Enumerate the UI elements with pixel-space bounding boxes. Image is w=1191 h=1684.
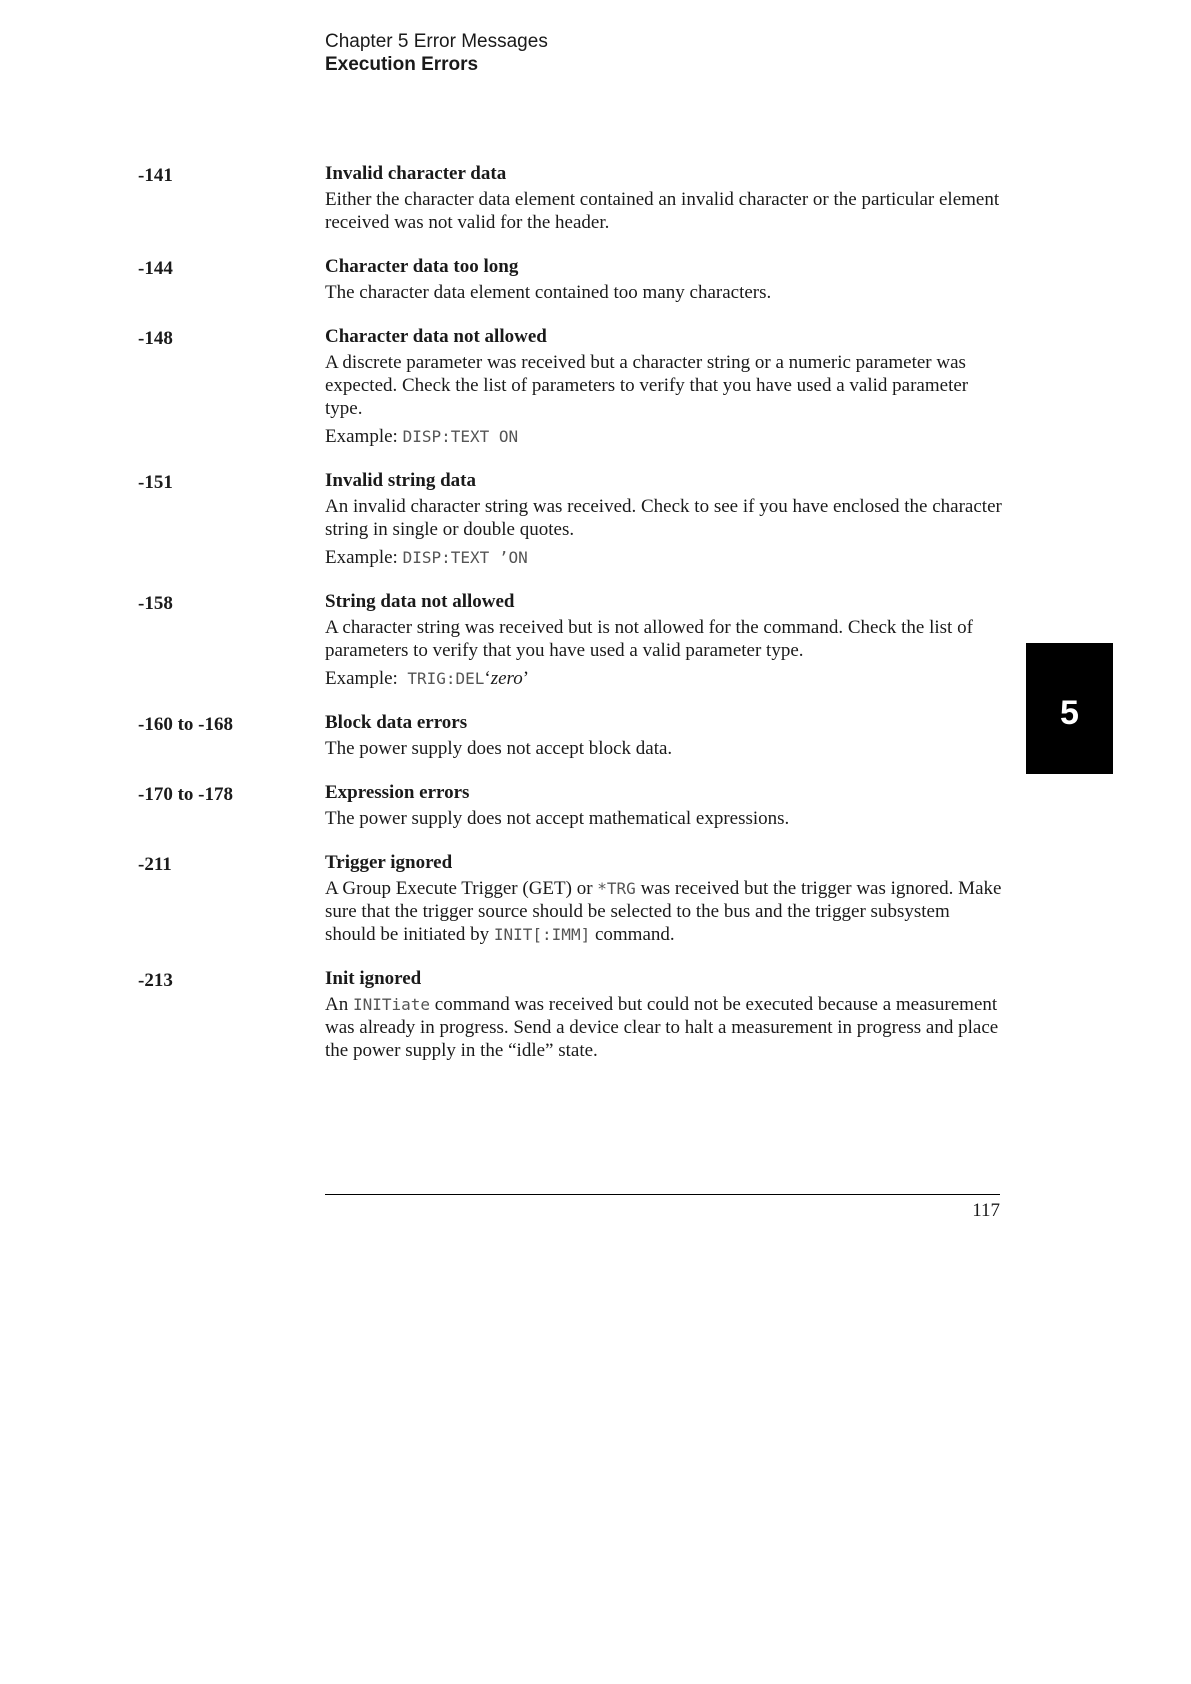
example-label: Example: (325, 426, 398, 447)
error-title: Trigger ignored (325, 852, 453, 873)
example-quote-open: ‘ (484, 668, 491, 689)
inline-code: *TRG (597, 879, 636, 898)
error-title: Character data too long (325, 256, 519, 277)
error-entry (0, 162, 1191, 234)
error-code: -158 (138, 593, 173, 614)
error-title: Expression errors (325, 782, 470, 803)
error-list (0, 162, 1191, 1083)
example-param: zero (490, 668, 523, 689)
error-body (325, 590, 1005, 690)
error-description: The power supply does not accept block data. (325, 738, 673, 759)
error-entry (0, 851, 1191, 946)
error-description: An invalid character string was received. Check to see if you have enclosed the character string in single or double quotes. (325, 496, 1002, 540)
chapter-tab-number: 5 (1060, 694, 1079, 732)
description-text: was received but the trigger was ignored. Make sure that the trigger source should be selected to the bus and the trigger subsystem should be initiated by (325, 878, 1002, 945)
error-description: A character string was received but is not allowed for the command. Check the list of parameters to verify that you have used a valid parameter type. (325, 617, 973, 661)
example-label: Example: (325, 668, 398, 689)
error-title: Invalid character data (325, 163, 507, 184)
error-description: The character data element contained too many characters. (325, 282, 772, 303)
description-text: command was received but could not be executed because a measurement was already in progress. Send a device clear to halt a measurement in progress and place the power supply in the “idle” state. (325, 994, 999, 1061)
description-text: An (325, 994, 349, 1015)
error-title: Block data errors (325, 712, 468, 733)
running-header (325, 30, 548, 76)
error-entry (0, 590, 1191, 690)
error-description (325, 993, 1005, 1062)
error-description: A discrete parameter was received but a character string or a numeric parameter was expected. Check the list of parameters to verify that you have used a valid parameter type. (325, 352, 969, 419)
example-line (325, 546, 1005, 569)
description-text: command. (594, 924, 675, 945)
error-code: -144 (138, 258, 173, 279)
error-code: -213 (138, 970, 173, 991)
error-title: Init ignored (325, 968, 422, 989)
error-body (325, 711, 1005, 760)
error-body (325, 851, 1005, 946)
inline-code: INIT[:IMM] (493, 925, 591, 944)
error-entry (0, 711, 1191, 760)
error-entry (0, 469, 1191, 569)
description-text: A Group Execute Trigger (GET) or (325, 878, 593, 899)
example-quote-close: ’ (522, 668, 530, 689)
chapter-tab (1026, 643, 1113, 774)
error-description: Either the character data element contained an invalid character or the particular element received was not valid for the header. (325, 189, 1000, 233)
error-entry (0, 325, 1191, 448)
error-description: The power supply does not accept mathematical expressions. (325, 808, 790, 829)
example-code: TRIG:DEL (407, 669, 485, 688)
error-code: -160 to -168 (138, 714, 233, 735)
error-body (325, 255, 1005, 304)
error-title: Character data not allowed (325, 326, 547, 347)
section-title: Execution Errors (325, 54, 479, 75)
error-code: -170 to -178 (138, 784, 233, 805)
error-code: -148 (138, 328, 173, 349)
error-entry (0, 967, 1191, 1062)
error-code: -141 (138, 165, 173, 186)
example-code: DISP:TEXT ON (402, 427, 519, 446)
page-number: 117 (972, 1200, 1000, 1221)
chapter-title: Chapter 5 Error Messages (325, 31, 548, 52)
example-line (325, 667, 1005, 690)
example-label: Example: (325, 547, 398, 568)
error-body (325, 325, 1005, 448)
error-description (325, 877, 1005, 946)
error-code: -211 (138, 854, 172, 875)
error-entry (0, 255, 1191, 304)
inline-code: INITiate (352, 995, 431, 1014)
error-title: String data not allowed (325, 591, 515, 612)
error-entry (0, 781, 1191, 830)
error-body (325, 162, 1005, 234)
error-body (325, 967, 1005, 1062)
example-code: DISP:TEXT ’ON (402, 548, 528, 567)
error-body (325, 469, 1005, 569)
error-body (325, 781, 1005, 830)
error-title: Invalid string data (325, 470, 476, 491)
example-line (325, 425, 1005, 448)
footer-rule (325, 1194, 1000, 1195)
error-code: -151 (138, 472, 173, 493)
